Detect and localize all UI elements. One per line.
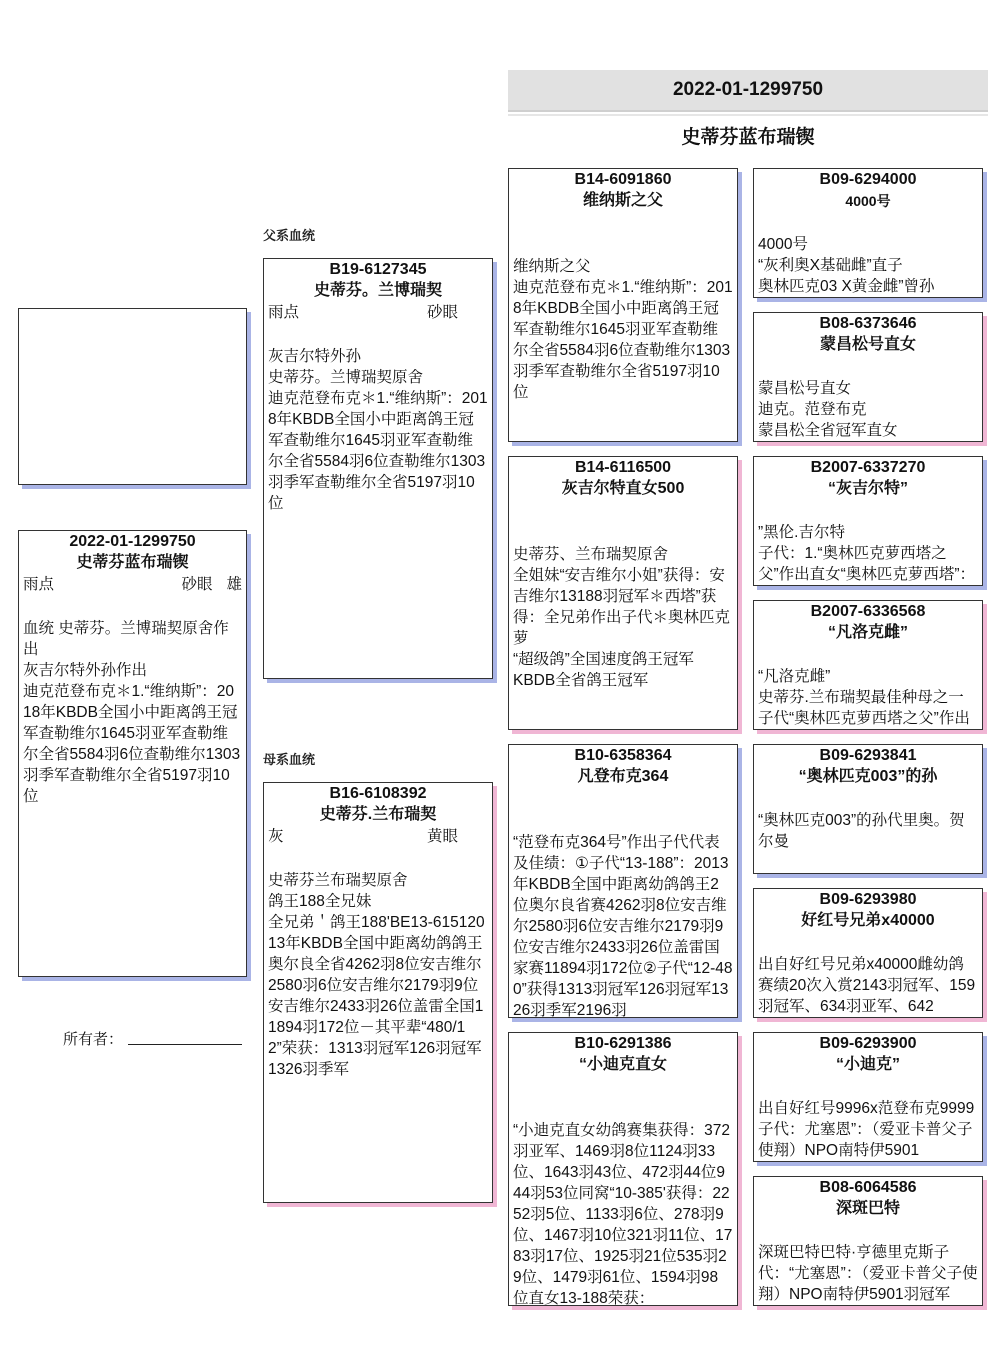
- main-pigeon-card: [18, 530, 247, 977]
- main-eye: 砂眼: [181, 576, 213, 593]
- ggp-ring-number: B2007-6336568: [810, 603, 926, 620]
- dam-card: [263, 782, 493, 1203]
- ggp-ring-number: B09-6293980: [819, 891, 917, 908]
- ggp-ring-number: B2007-6337270: [810, 459, 926, 476]
- sire-ring-number: B19-6127345: [329, 261, 427, 278]
- ggp-name: 深斑巴特: [835, 1200, 900, 1217]
- ggp-name: “凡洛克雌”: [827, 624, 908, 641]
- dam-notes: 史蒂芬兰布瑞契原舍 鸽王188全兄妹 全兄弟＇鸽王188'BE13-61512013年KBDB全国中距离幼鸽鸽王奥尔良全省4262羽8位安吉维尔2580羽6位安吉维尔2179羽9位安吉维尔2433羽26位盖雷全国11894羽172位－其平辈“480/12”荣获：1313羽冠军126羽冠军1326羽季军: [268, 872, 485, 1078]
- great-grandparent-card: [753, 1176, 983, 1306]
- main-notes: 血统 史蒂芬。兰博瑞契原舍作出 灰吉尔特外孙作出 迪克范登布克＊1.“维纳斯”：2018年KBDB全国小中距离鸽王冠军查勒维尔1645羽亚军查勒维尔全省5584羽6位查勒维尔1303羽季军查勒维尔全省5197羽10位: [23, 620, 241, 805]
- sire-section-label: 父系血统: [263, 228, 316, 243]
- ggp-ring-number: B08-6373646: [819, 315, 917, 332]
- sire-attributes: [264, 302, 492, 324]
- sire-name: 史蒂芬。兰博瑞契: [313, 282, 442, 299]
- grandparent-name: 维纳斯之父: [582, 192, 663, 209]
- main-attributes: [19, 574, 246, 596]
- grandparent-ring-number: B10-6358364: [574, 747, 672, 764]
- ggp-ring-number: B09-6293900: [819, 1035, 917, 1052]
- ggp-notes: 出自好红号兄弟x40000雌幼鸽赛绩20次入赏2143羽冠军、159羽冠军、634羽亚军、642: [758, 956, 976, 1015]
- header-pigeon-name: 史蒂芬蓝布瑞锲: [681, 127, 815, 148]
- grandparent-ring-number: B14-6091860: [574, 171, 672, 188]
- sire-color: 雨点: [268, 304, 300, 321]
- ggp-ring-number: B09-6293841: [819, 747, 917, 764]
- grandparent-card: [508, 1032, 738, 1306]
- dam-ring-number: B16-6108392: [329, 785, 427, 802]
- grandparent-card: [508, 456, 738, 730]
- grandparent-ring-number: B10-6291386: [574, 1035, 672, 1052]
- ggp-name: 蒙昌松号直女: [819, 336, 916, 353]
- ggp-notes: 蒙昌松号直女 迪克。范登布克 蒙昌松全省冠军直女: [758, 380, 898, 439]
- header-ring-number: 2022-01-1299750: [508, 70, 988, 112]
- dam-color: 灰: [268, 828, 284, 845]
- great-grandparent-card: [753, 600, 983, 730]
- great-grandparent-card: [753, 744, 983, 874]
- dam-attributes: [264, 826, 492, 848]
- great-grandparent-card: [753, 312, 983, 442]
- main-color: 雨点: [23, 576, 55, 593]
- ggp-notes: ”黑伦.吉尔特 子代：1.“奥林匹克萝西塔之父”作出直女“奥林匹克萝西塔”：: [758, 524, 975, 583]
- header-divider: [508, 114, 988, 116]
- great-grandparent-card: [753, 456, 983, 586]
- grandparent-notes: 维纳斯之父 迪克范登布克＊1.“维纳斯”：2018年KBDB全国小中距离鸽王冠军查勒维尔1645羽亚军查勒维尔全省5584羽6位查勒维尔1303羽季军查勒维尔全省5197羽10位: [513, 258, 733, 401]
- main-sex: 雄: [226, 576, 242, 593]
- dam-section-label: 母系血统: [263, 752, 316, 767]
- grandparent-card: [508, 168, 738, 442]
- sire-card: [263, 258, 493, 679]
- ggp-notes: “奥林匹克003”的孙代里奥。贺尔曼: [758, 812, 965, 850]
- ggp-name: 4000号: [845, 193, 891, 209]
- ggp-notes: 4000号 “灰利奥X基础雌”直子 奥林匹克03 X黄金雌”曾孙: [758, 236, 935, 295]
- grandparent-card: [508, 744, 738, 1018]
- owner-label: 所有者：: [63, 1031, 124, 1048]
- owner-signature-line: [128, 1044, 242, 1045]
- ggp-ring-number: B09-6294000: [819, 171, 917, 188]
- ggp-name: “小迪克”: [835, 1056, 900, 1073]
- great-grandparent-card: [753, 168, 983, 298]
- ggp-notes: “凡洛克雌” 史蒂芬.兰布瑞契最佳种母之一子代“奥林匹克萝西塔之父”作出: [758, 668, 970, 727]
- ggp-name: 好红号兄弟x40000: [801, 912, 935, 929]
- ggp-name: “奥林匹克003”的孙: [798, 768, 938, 785]
- great-grandparent-card: [753, 1032, 983, 1162]
- ggp-name: “灰吉尔特”: [827, 480, 908, 497]
- sire-eye: 砂眼: [426, 304, 458, 321]
- dam-eye: 黄眼: [426, 828, 458, 845]
- sire-notes: 灰吉尔特外孙 史蒂芬。兰博瑞契原舍 迪克范登布克＊1.“维纳斯”：2018年KBDB全国小中距离鸽王冠军查勒维尔1645羽亚军查勒维尔全省5584羽6位查勒维尔1303羽季军查勒维尔全省5197羽10位: [268, 348, 488, 512]
- grandparent-notes: 史蒂芬、兰布瑞契原舍 全姐妹“安吉维尔小姐”获得：安吉维尔13188羽冠军＊西塔”获得：全兄弟作出子代＊奥林匹克萝 “超级鸽”全国速度鸽王冠军 KBDB全省鸽王冠军: [513, 546, 731, 689]
- main-pigeon-name: 史蒂芬蓝布瑞锲: [76, 554, 189, 571]
- photo-frame: [18, 308, 247, 485]
- ggp-ring-number: B08-6064586: [819, 1179, 917, 1196]
- grandparent-name: 灰吉尔特直女500: [561, 480, 685, 497]
- grandparent-notes: “小迪克直女幼鸽赛集获得：372羽亚军、1469羽8位1124羽33位、1643羽43位、472羽44位944羽53位同窝“10-385'获得：2252羽5位、1133羽6位、278羽9位、1467羽10位321羽11位、1783羽17位、1925羽21位535羽29位、1479羽61位、1594羽98位直女13-188荣获：: [513, 1122, 733, 1306]
- grandparent-name: “小迪克直女: [578, 1056, 667, 1073]
- grandparent-notes: “范登布克364号”作出子代代表及佳绩：①子代“13-188”：2013年KBDB全国中距离幼鸽鸽王2位奥尔良省赛4262羽8位安吉维尔2580羽6位安吉维尔2179羽9位安吉维尔2433羽26位盖雷国家赛11894羽172位②子代“12-480”获得1313羽冠军126羽冠军1326羽季军2196羽: [513, 834, 733, 1018]
- great-grandparent-card: [753, 888, 983, 1018]
- dam-name: 史蒂芬.兰布瑞契: [319, 806, 437, 823]
- grandparent-ring-number: B14-6116500: [574, 459, 672, 476]
- ggp-notes: 出自好红号9996x范登布克9999子代：尤塞恩”：（爱亚卡普父子使翔）NPO南特伊5901: [758, 1100, 975, 1159]
- grandparent-name: 凡登布克364: [577, 768, 669, 785]
- main-ring-number: 2022-01-1299750: [69, 533, 196, 550]
- ggp-notes: 深斑巴特巴特·亨德里克斯子代：“尤塞恩”：（爱亚卡普父子使翔）NPO南特伊5901羽冠军: [758, 1244, 978, 1303]
